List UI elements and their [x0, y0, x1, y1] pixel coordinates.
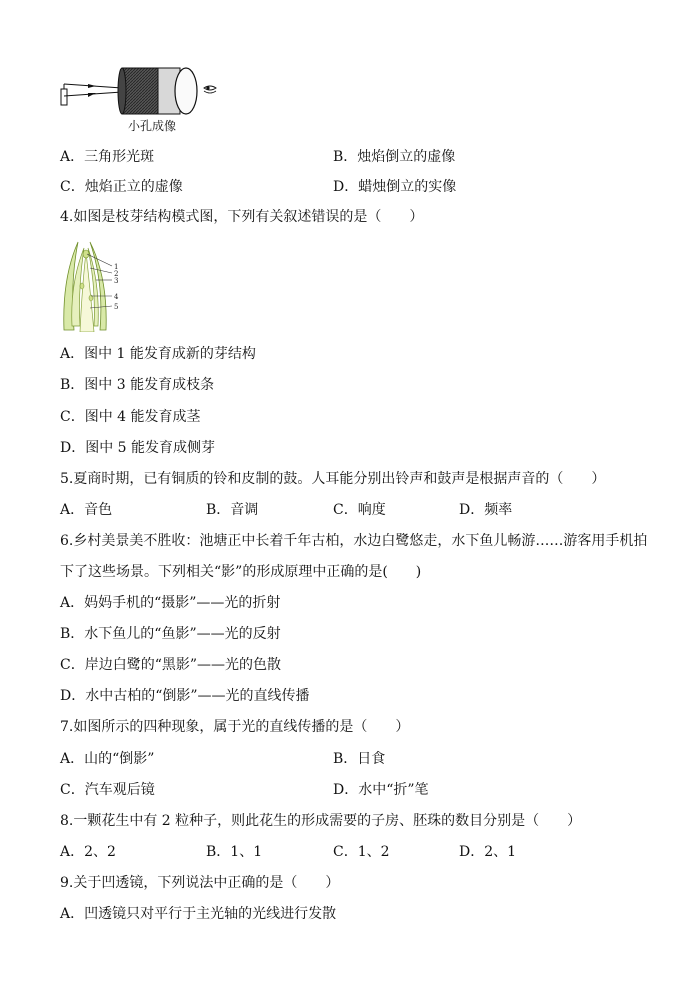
q6-option-b: B．水下鱼儿的“鱼影”——光的反射 [60, 626, 281, 642]
q7-option-c: C．汽车观后镜 [60, 782, 155, 798]
bud-structure-figure [60, 238, 132, 332]
q4-option-c: C．图中 4 能发育成茎 [60, 409, 201, 425]
ray-arrow-top [88, 84, 96, 88]
q7-option-d: D．水中“折”笔 [333, 782, 429, 798]
q3-option-b: B．烛焰倒立的虚像 [333, 149, 456, 165]
q9-option-a: A．凹透镜只对平行于主光轴的光线进行发散 [60, 906, 337, 922]
q4-option-a: A．图中 1 能发育成新的芽结构 [60, 346, 256, 362]
candle-shape [61, 89, 67, 105]
q8-option-d: D．2、1 [459, 844, 517, 860]
q8-option-a: A．2、2 [60, 844, 116, 860]
bud-label-4: 4 [114, 293, 119, 301]
q8-stem: 8.一颗花生中有 2 粒种子，则此花生的形成需要的子房、胚珠的数目分别是（ ） [60, 813, 582, 829]
bud-structure-svg [60, 238, 132, 332]
q3-option-d: D．蜡烛倒立的实像 [333, 179, 457, 195]
bud-label-2: 2 [114, 270, 119, 278]
q8-option-c: C．1、2 [333, 844, 390, 860]
q6-option-c: C．岸边白鹭的“黑影”——光的色散 [60, 657, 282, 673]
translucent-screen [175, 68, 197, 114]
q6-stem-line2: 下了这些场景。下列相关“影”的形成原理中正确的是( ) [60, 564, 422, 580]
eye-lash [204, 91, 216, 93]
bud-label-3: 3 [114, 277, 119, 285]
pinhole-caption: 小孔成像 [128, 119, 177, 133]
q5-option-c: C．响度 [333, 502, 386, 518]
pinhole-diagram-svg [58, 62, 228, 118]
eye-icon [204, 86, 216, 90]
q9-stem: 9.关于凹透镜，下列说法中正确的是（ ） [60, 875, 340, 891]
q7-option-a: A．山的“倒影” [60, 751, 155, 767]
ray-arrow-bottom [88, 93, 96, 97]
bud-label-5: 5 [114, 303, 119, 311]
q8-option-b: B．1、1 [206, 844, 263, 860]
bud-label-1: 1 [114, 263, 119, 271]
q5-option-d: D．频率 [459, 502, 513, 518]
q5-option-b: B．音调 [206, 502, 259, 518]
q6-stem-line1: 6.乡村美景美不胜收：池塘正中长着千年古柏，水边白鹭悠走，水下鱼儿畅游……游客用手机拍 [60, 533, 648, 549]
q5-option-a: A．音色 [60, 502, 113, 518]
can-back [118, 68, 126, 114]
q4-option-b: B．图中 3 能发育成枝条 [60, 377, 215, 393]
q7-stem: 7.如图所示的四种现象，属于光的直线传播的是（ ） [60, 719, 410, 735]
q7-option-b: B．日食 [333, 751, 386, 767]
q5-stem: 5.夏商时期，已有铜质的铃和皮制的鼓。人耳能分别出铃声和鼓声是根据声音的（ ） [60, 471, 606, 487]
q6-option-d: D．水中古柏的“倒影”——光的直线传播 [60, 688, 310, 704]
eye-pupil [206, 86, 209, 89]
q6-option-a: A．妈妈手机的“摄影”——光的折射 [60, 595, 281, 611]
growing-point [83, 250, 89, 258]
lateral-bud-left [80, 283, 84, 289]
q4-option-d: D．图中 5 能发育成侧芽 [60, 440, 216, 456]
q3-option-c: C．烛焰正立的虚像 [60, 179, 183, 195]
pinhole-figure [58, 62, 228, 118]
q3-option-a: A．三角形光斑 [60, 149, 155, 165]
q4-stem: 4.如图是枝芽结构模式图，下列有关叙述错误的是（ ） [60, 209, 424, 225]
